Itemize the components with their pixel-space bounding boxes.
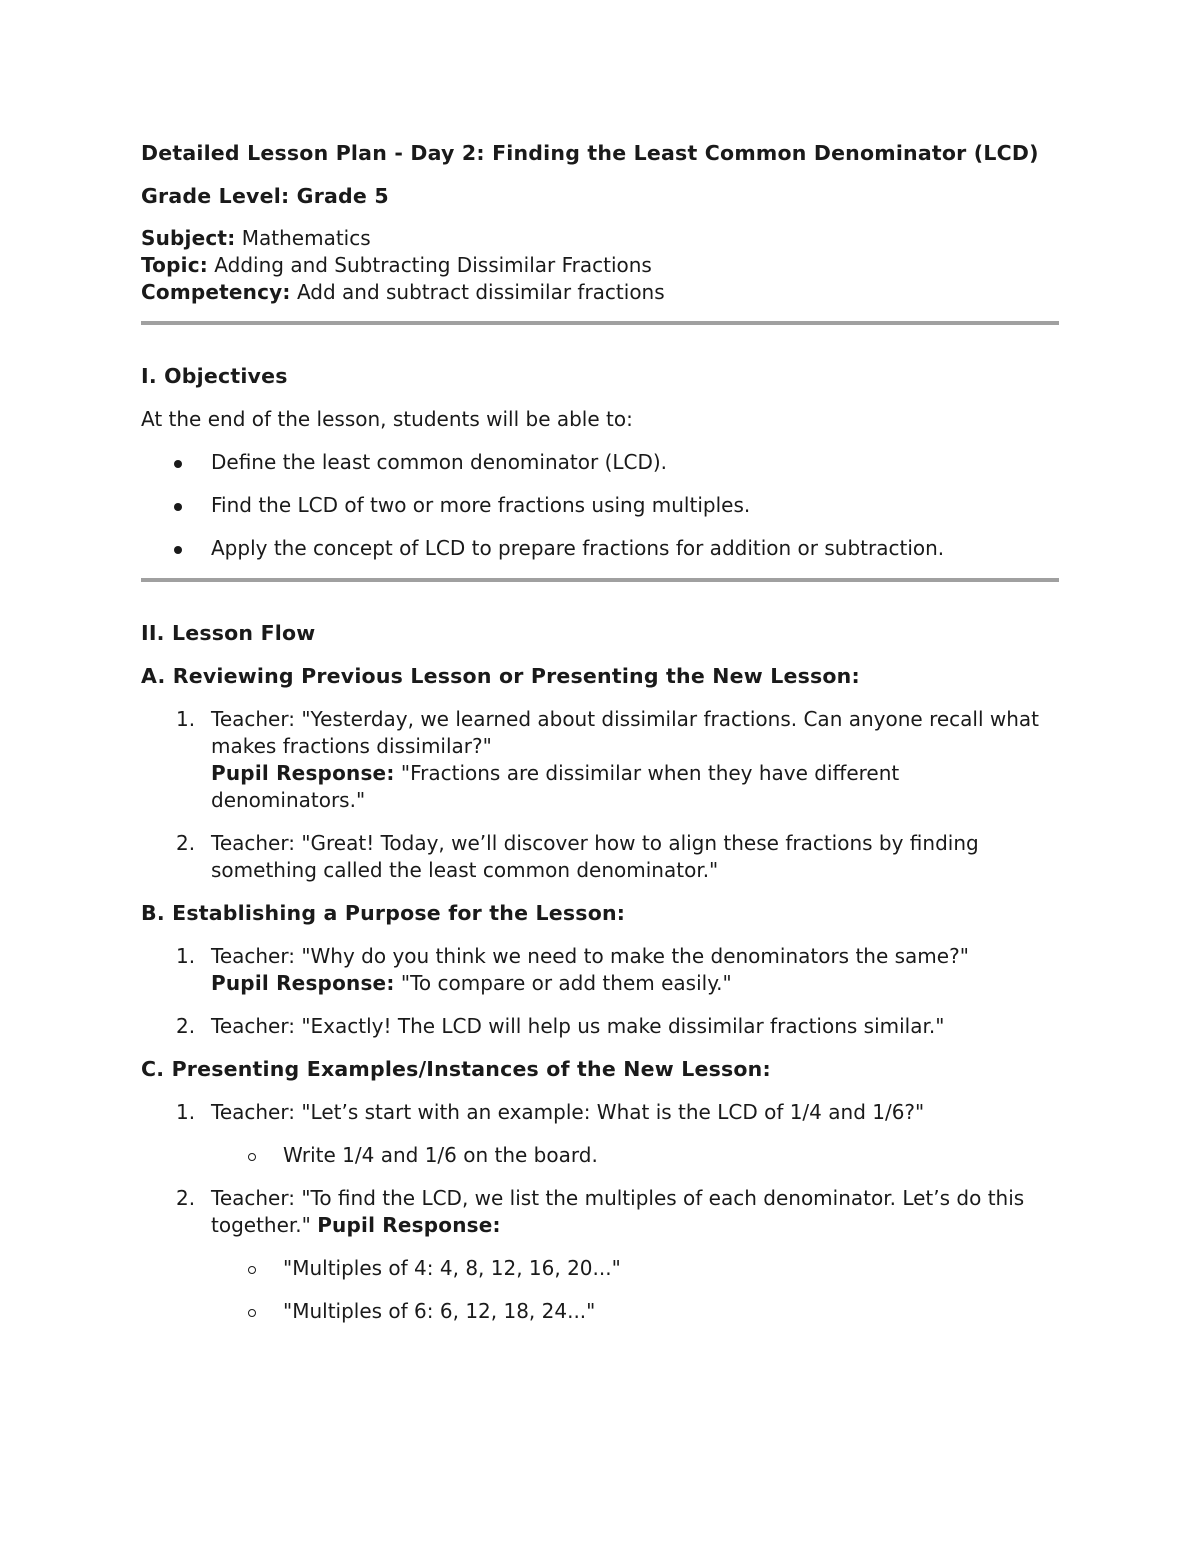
teacher-line: Teacher: "Great! Today, we’ll discover how to align these fractions by finding something called the least common denominator." bbox=[211, 831, 979, 882]
lesson-meta bbox=[141, 225, 1059, 306]
teacher-line: Teacher: "Why do you think we need to make the denominators the same?" bbox=[211, 944, 969, 968]
subject-line bbox=[141, 225, 1059, 252]
teacher-line: Teacher: "Let’s start with an example: What is the LCD of 1/4 and 1/6?" bbox=[211, 1100, 925, 1124]
pupil-response-label: Pupil Response: bbox=[211, 761, 395, 785]
teacher-line: Teacher: "Exactly! The LCD will help us make dissimilar fractions similar." bbox=[211, 1014, 945, 1038]
sub-list bbox=[211, 1142, 1059, 1169]
subject-label: Subject: bbox=[141, 226, 236, 250]
topic-value: Adding and Subtracting Dissimilar Fractions bbox=[207, 253, 652, 277]
list-item bbox=[141, 706, 1059, 814]
section-c-heading: C. Presenting Examples/Instances of the New Lesson: bbox=[141, 1057, 771, 1081]
section-b-steps bbox=[141, 943, 1059, 1040]
circle-bullet-icon bbox=[248, 1266, 256, 1274]
section-divider bbox=[141, 321, 1059, 325]
list-item bbox=[141, 1185, 1059, 1325]
list-item bbox=[141, 1013, 1059, 1040]
section-a-heading: A. Reviewing Previous Lesson or Presenting the New Lesson: bbox=[141, 664, 860, 688]
sub-list bbox=[211, 1255, 1059, 1325]
pupil-response-label: Pupil Response: bbox=[211, 971, 395, 995]
list-item bbox=[141, 1099, 1059, 1169]
step-number: 1. bbox=[176, 1100, 196, 1124]
list-item bbox=[211, 1298, 1059, 1325]
objective-text: Apply the concept of LCD to prepare fractions for addition or subtraction. bbox=[211, 536, 945, 560]
teacher-line: Teacher: "Yesterday, we learned about dissimilar fractions. Can anyone recall what makes fractions dissimilar?" bbox=[211, 707, 1040, 758]
competency-label: Competency: bbox=[141, 280, 291, 304]
section-b-heading: B. Establishing a Purpose for the Lesson: bbox=[141, 901, 626, 925]
step-number: 2. bbox=[176, 1014, 196, 1038]
objectives-heading: I. Objectives bbox=[141, 364, 288, 388]
topic-label: Topic: bbox=[141, 253, 208, 277]
topic-line bbox=[141, 252, 1059, 279]
pupil-response-text: "To compare or add them easily." bbox=[394, 971, 732, 995]
pupil-response-text: "Fractions are dissimilar when they have different denominators." bbox=[211, 761, 900, 812]
objective-text: Find the LCD of two or more fractions using multiples. bbox=[211, 493, 751, 517]
list-item bbox=[141, 830, 1059, 884]
bullet-icon bbox=[174, 503, 182, 511]
pupil-response-label: Pupil Response: bbox=[317, 1213, 501, 1237]
sub-item-text: Write 1/4 and 1/6 on the board. bbox=[283, 1143, 598, 1167]
objective-text: Define the least common denominator (LCD). bbox=[211, 450, 668, 474]
section-c-steps bbox=[141, 1099, 1059, 1325]
competency-line bbox=[141, 279, 1059, 306]
grade-level: Grade Level: Grade 5 bbox=[141, 184, 389, 208]
teacher-line: Teacher: "To find the LCD, we list the multiples of each denominator. Let’s do this together." bbox=[211, 1186, 1025, 1237]
step-number: 1. bbox=[176, 707, 196, 731]
list-item bbox=[141, 449, 1059, 476]
circle-bullet-icon bbox=[248, 1153, 256, 1161]
sub-item-text: "Multiples of 4: 4, 8, 12, 16, 20..." bbox=[283, 1256, 621, 1280]
list-item bbox=[141, 943, 1059, 997]
list-item bbox=[211, 1255, 1059, 1282]
list-item bbox=[141, 492, 1059, 519]
lesson-flow-heading: II. Lesson Flow bbox=[141, 621, 316, 645]
step-number: 1. bbox=[176, 944, 196, 968]
section-divider bbox=[141, 578, 1059, 582]
bullet-icon bbox=[174, 546, 182, 554]
subject-value: Mathematics bbox=[235, 226, 371, 250]
bullet-icon bbox=[174, 460, 182, 468]
competency-value: Add and subtract dissimilar fractions bbox=[290, 280, 665, 304]
step-number: 2. bbox=[176, 1186, 196, 1210]
list-item bbox=[211, 1142, 1059, 1169]
objectives-list bbox=[141, 449, 1059, 562]
list-item bbox=[141, 535, 1059, 562]
sub-item-text: "Multiples of 6: 6, 12, 18, 24..." bbox=[283, 1299, 596, 1323]
step-number: 2. bbox=[176, 831, 196, 855]
section-a-steps bbox=[141, 706, 1059, 884]
lesson-plan-page bbox=[141, 140, 1059, 1341]
objectives-intro: At the end of the lesson, students will be able to: bbox=[141, 407, 633, 431]
document-title: Detailed Lesson Plan - Day 2: Finding the Least Common Denominator (LCD) bbox=[141, 141, 1039, 165]
circle-bullet-icon bbox=[248, 1309, 256, 1317]
